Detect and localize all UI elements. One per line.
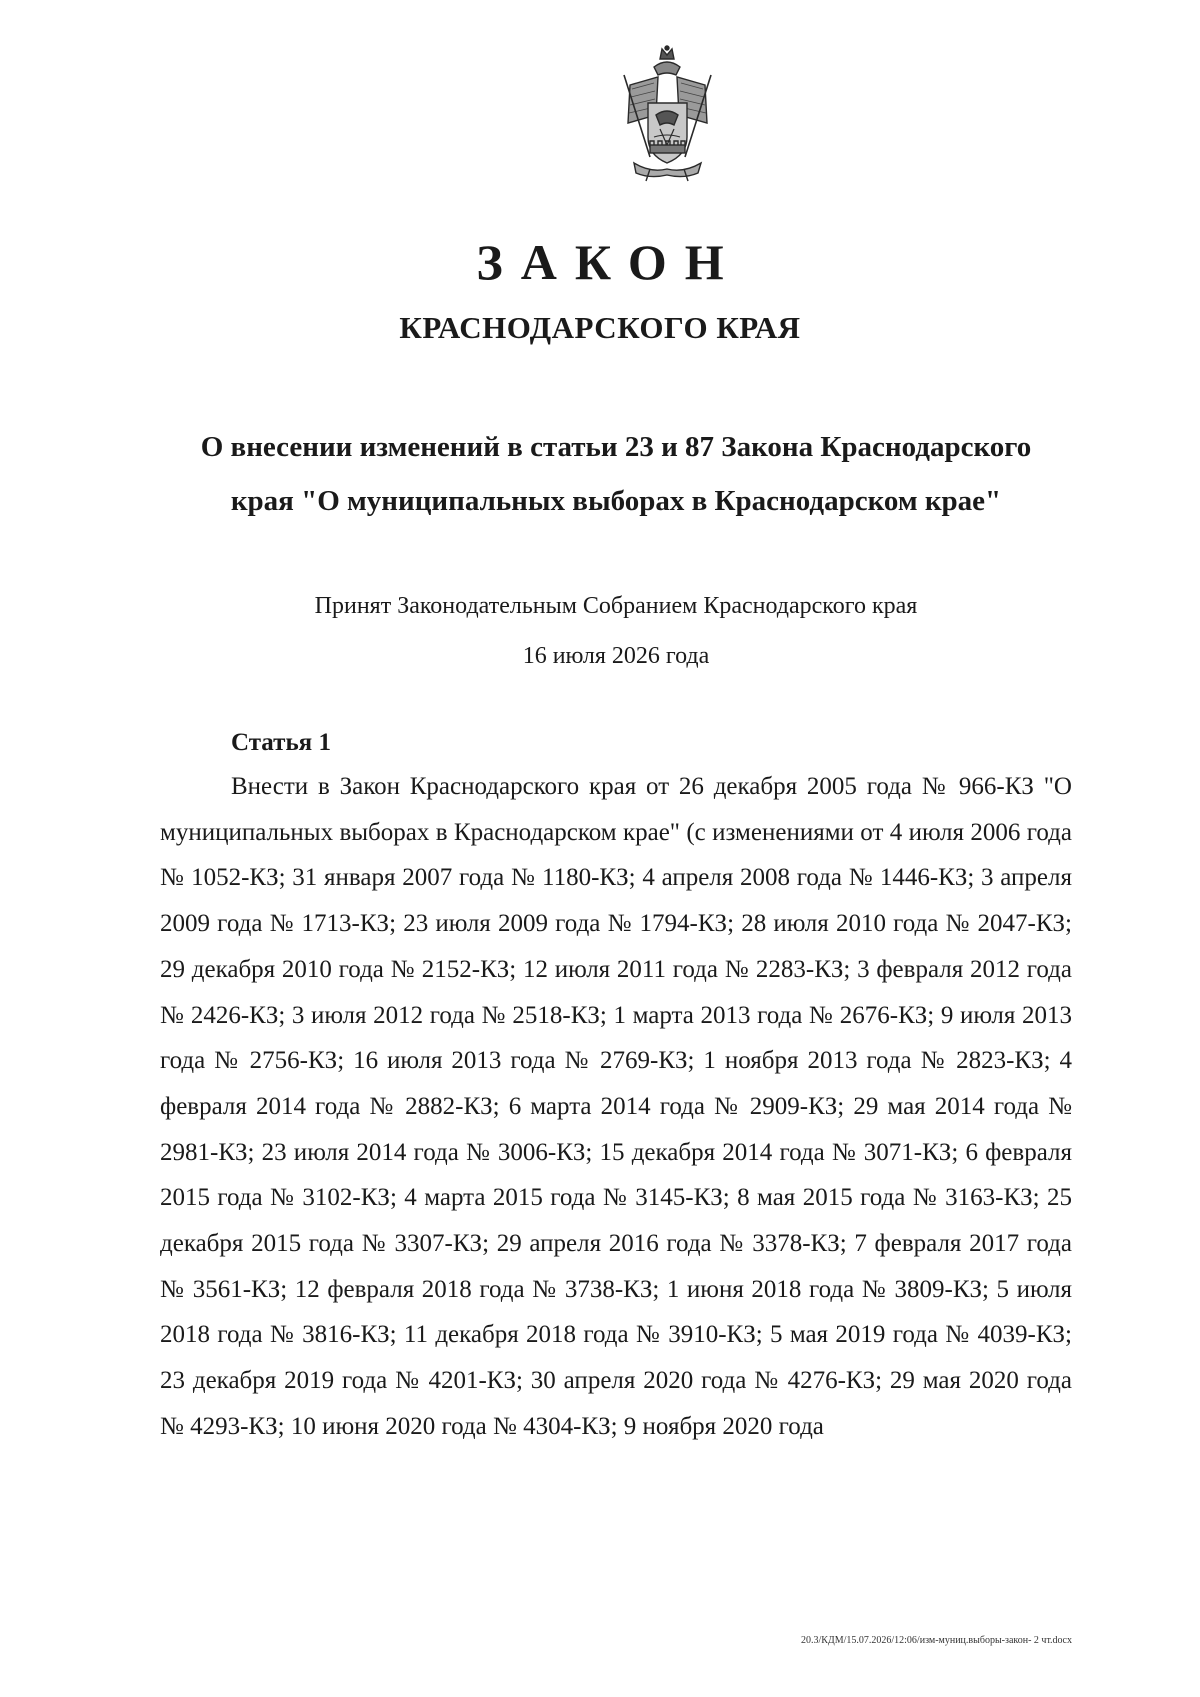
document-subtitle: КРАСНОДАРСКОГО КРАЯ: [399, 310, 801, 345]
law-title: [160, 420, 1072, 528]
adoption-body: Принят Законодательным Собранием Краснодарского края: [314, 593, 918, 619]
document-title: ЗАКОН: [476, 234, 742, 290]
adoption-note: [160, 581, 1072, 681]
law-title-line: О внесении изменений в статьи 23 и 87 Закона Краснодарского: [200, 431, 1032, 463]
coat-of-arms-emblem: [610, 45, 725, 185]
adoption-date: 16 июля 2026 года: [522, 643, 710, 669]
footer-file-reference: 20.3/КДМ/15.07.2026/12:06/изм-муниц.выборы-закон- 2 чт.docx: [800, 1635, 1072, 1646]
law-title-line: края "О муниципальных выборах в Краснодарском крае": [230, 485, 1002, 517]
article-heading: Статья 1: [231, 729, 331, 756]
article-paragraph: Внести в Закон Краснодарского края от 26 декабря 2005 года № 966-КЗ "О муниципальных выборах в Краснодарском крае" (с изменениями от 4 июля 2006 года № 1052-КЗ; 31 января 2007 года № 1180-КЗ; 4 апреля 2008 года № 1446-КЗ; 3 апреля 2009 года № 1713-КЗ; 23 июля 2009 года № 1794-КЗ; 28 июля 2010 года № 2047-КЗ; 29 декабря 2010 года № 2152-КЗ; 12 июля 2011 года № 2283-КЗ; 3 февраля 2012 года № 2426-КЗ; 3 июля 2012 года № 2518-КЗ; 1 марта 2013 года № 2676-КЗ; 9 июля 2013 года № 2756-КЗ; 16 июля 2013 года № 2769-КЗ; 1 ноября 2013 года № 2823-КЗ; 4 февраля 2014 года № 2882-КЗ; 6 марта 2014 года № 2909-КЗ; 29 мая 2014 года № 2981-КЗ; 23 июля 2014 года № 3006-КЗ; 15 декабря 2014 года № 3071-КЗ; 6 февраля 2015 года № 3102-КЗ; 4 марта 2015 года № 3145-КЗ; 8 мая 2015 года № 3163-КЗ; 25 декабря 2015 года № 3307-КЗ; 29 апреля 2016 года № 3378-КЗ; 7 февраля 2017 года № 3561-КЗ; 12 февраля 2018 года № 3738-КЗ; 1 июня 2018 года № 3809-КЗ; 5 июля 2018 года № 3816-КЗ; 11 декабря 2018 года № 3910-КЗ; 5 мая 2019 года № 4039-КЗ; 23 декабря 2019 года № 4201-КЗ; 30 апреля 2020 года № 4276-КЗ; 29 мая 2020 года № 4293-КЗ; 10 июня 2020 года № 4304-КЗ; 9 ноября 2020 года: [160, 773, 1072, 1440]
